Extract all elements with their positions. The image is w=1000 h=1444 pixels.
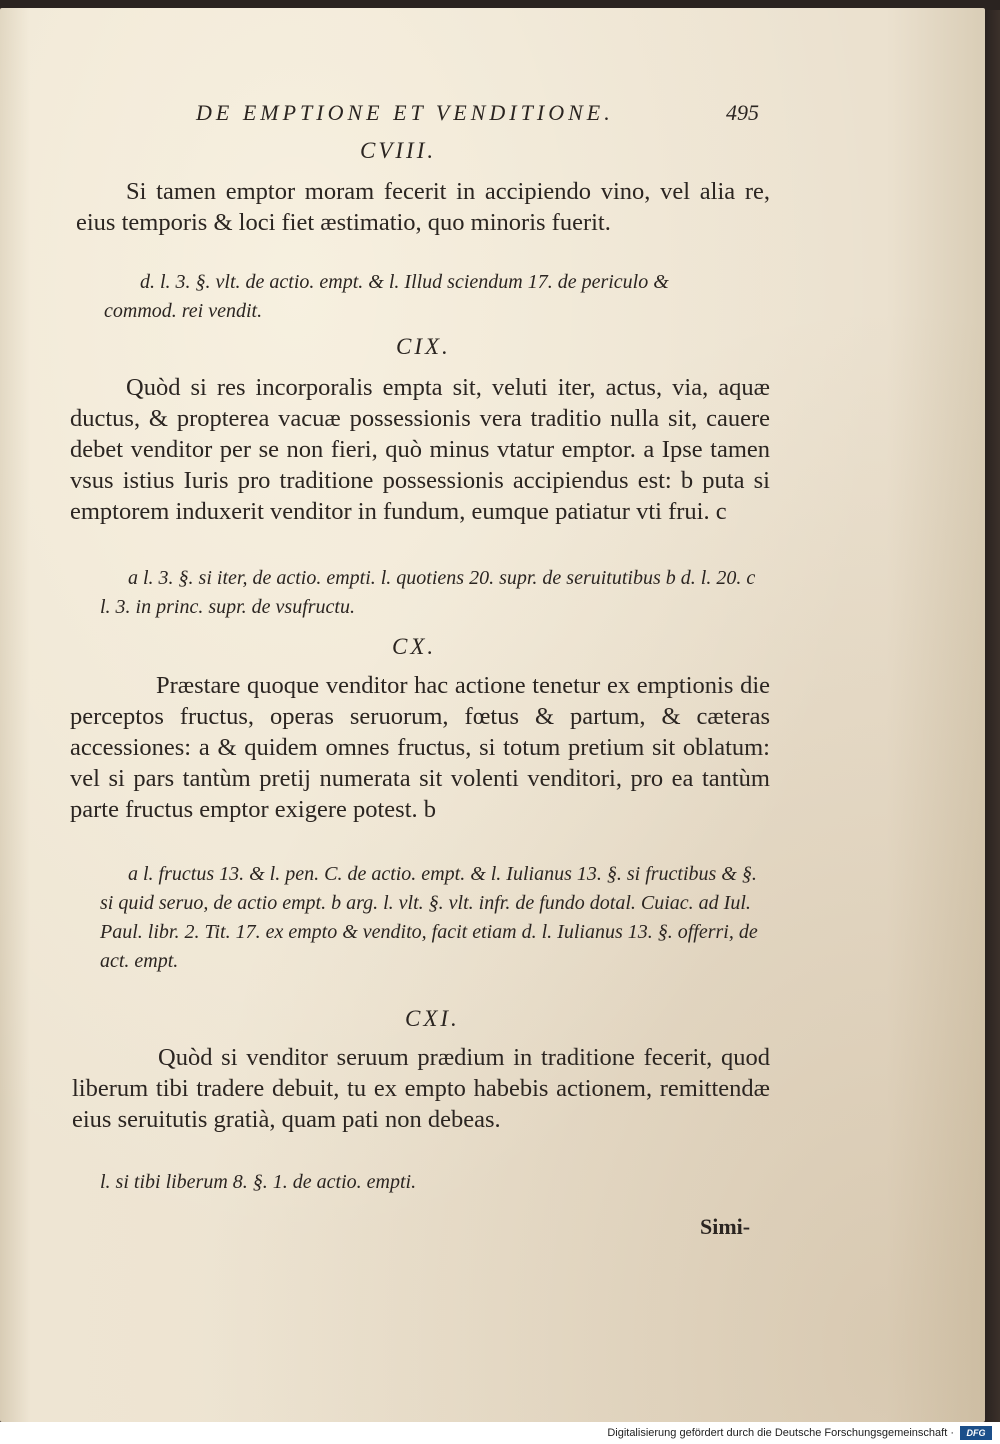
page-edge — [985, 10, 1000, 1422]
section-notes: a l. 3. §. si iter, de actio. empti. l. quotiens 20. supr. de seruitutibus b d. l. 20. c l. 3. in princ. supr. de vsufructu. — [100, 567, 756, 618]
dfg-logo-icon: DFG — [960, 1426, 992, 1440]
section-heading: CIX. — [396, 334, 451, 359]
page-number: 495 — [726, 100, 759, 125]
section-paragraph: Quòd si res incorporalis empta sit, veluti iter, actus, via, aquæ ductus, & propterea vacuæ possessionis vera traditio nulla sit, cauere debet venditor per se non fieri, quò minus vtatur emptor. a Ipse tamen vsus istius Iuris pro traditione possessionis accipiendus est: b puta si emptorem induxerit venditor in fundum, eumque patiatur vti frui. c — [70, 374, 770, 525]
section-notes: a l. fructus 13. & l. pen. C. de actio. empt. & l. Iulianus 13. §. si fructibus & §. si quid seruo, de actio empt. b arg. l. vlt. §. vlt. infr. de fundo dotal. Cuiac. ad Iul. Paul. libr. 2. Tit. 17. ex empto & vendito, facit etiam d. l. Iulianus 13. §. offerri, de act. empt. — [100, 863, 758, 972]
catchword: Simi- — [700, 1214, 751, 1239]
section-paragraph: Quòd si venditor seruum prædium in traditione fecerit, quod liberum tibi tradere debuit, tu ex empto habebis actionem, remittendæ eius seruitutis gratià, quam pati non debeas. — [72, 1044, 770, 1133]
section-notes: d. l. 3. §. vlt. de actio. empt. & l. Illud sciendum 17. de periculo & commod. rei vendit. — [104, 271, 669, 322]
section-heading: CXI. — [405, 1006, 460, 1031]
section-notes: l. si tibi liberum 8. §. 1. de actio. empti. — [100, 1171, 417, 1193]
section-heading: CVIII. — [360, 138, 437, 163]
footer-credit: Digitalisierung gefördert durch die Deutsche Forschungsgemeinschaft · — [607, 1427, 954, 1439]
section-heading: CX. — [392, 634, 437, 659]
running-title: DE EMPTIONE ET VENDITIONE. — [196, 100, 614, 125]
section-paragraph: Præstare quoque venditor hac actione tenetur ex emptionis die perceptos fructus, operas seruorum, fœtus & partum, & cæteras accessiones: a & quidem omnes fructus, si totum pretium sit oblatum: vel si pars tantùm pretij numerata sit volenti venditori, pro ea tantùm parte fructus emptor exigere potest. b — [70, 672, 770, 823]
footer-bar — [0, 1422, 1000, 1444]
section-paragraph: Si tamen emptor moram fecerit in accipiendo vino, vel alia re, eius temporis & loci fiet æstimatio, quo minoris fuerit. — [76, 178, 770, 236]
book-page — [0, 8, 985, 1422]
